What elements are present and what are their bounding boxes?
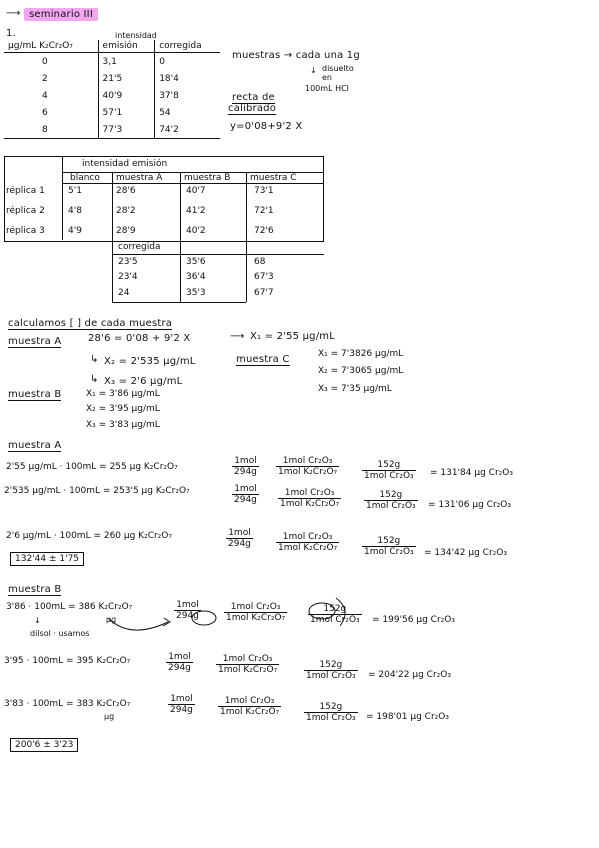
- table-cell: 3,1: [98, 53, 155, 71]
- fraction-mol-ratio: 1mol Cr₂O₃ 1mol K₂Cr₂O₇: [280, 488, 340, 509]
- table2-col-blanco: blanco: [70, 173, 100, 183]
- table-cell: 68: [254, 257, 266, 267]
- table-cell: 35'3: [186, 288, 206, 298]
- section-b-line3-result: = 198'01 μg Cr₂O₃: [366, 712, 449, 722]
- calc-muestra-b-x3: X₃ = 3'83 μg/mL: [86, 420, 160, 430]
- table2-header: intensidad emisión: [82, 159, 168, 169]
- recta-line2: calibrado: [228, 103, 277, 114]
- fraction-molar-mass: 1mol 294g: [168, 652, 191, 673]
- table-cell: 36'4: [186, 272, 206, 282]
- fraction-molar-mass: 1mol 294g: [228, 528, 251, 549]
- table2-corregida-label: corregida: [118, 242, 161, 252]
- fraction-molar-mass: 1mol 294g: [234, 484, 257, 505]
- fraction-molar-mass: 1mol 294g: [234, 456, 257, 477]
- table1-header-intensity: intensidad: [115, 31, 157, 40]
- fraction-mass: 152g 1mol Cr₂O₃: [364, 460, 414, 481]
- table-cell: 23'4: [118, 272, 138, 282]
- section-b-annot: dilsol · usamos: [30, 629, 90, 638]
- arrowhead-icon: [163, 618, 170, 626]
- table-cell: 0: [4, 53, 98, 71]
- table-cell: 28'6: [116, 186, 136, 196]
- table-cell: 0: [159, 56, 165, 67]
- section-number: 1.: [6, 28, 16, 39]
- section-a-line3-result: = 134'42 μg Cr₂O₃: [424, 548, 507, 558]
- table-cell: 18'4: [159, 73, 179, 84]
- fraction-mol-ratio: 1mol Cr₂O₃ 1mol K₂Cr₂O₇: [278, 456, 338, 477]
- fraction-molar-mass: 1mol 294g: [170, 694, 193, 715]
- table-cell: 4'9: [68, 226, 82, 236]
- section-b-line2-result: = 204'22 μg Cr₂O₃: [368, 670, 451, 680]
- arrow-right-icon: ↳: [90, 354, 99, 365]
- fraction-mass: 152g 1mol Cr₂O₃: [364, 536, 414, 557]
- table-cell: 77'3: [98, 121, 155, 139]
- muestras-note-line2: disuelto: [322, 64, 354, 73]
- table-cell: 4: [4, 87, 98, 104]
- calc-muestra-a-x2: X₂ = 2'535 μg/mL: [104, 356, 196, 367]
- table-cell: 67'3: [254, 272, 274, 282]
- section-a-line1-result: = 131'84 μg Cr₂O₃: [430, 468, 513, 478]
- table-cell: 8: [4, 121, 98, 139]
- table-cell: 28'9: [116, 226, 136, 236]
- table-cell: 67'7: [254, 288, 274, 298]
- calc-muestra-a-eq: 28'6 = 0'08 + 9'2 X: [88, 333, 191, 344]
- recta-equation: y=0'08+9'2 X: [230, 121, 303, 132]
- table-cell: 23'5: [118, 257, 138, 267]
- section-a-heading: muestra A: [8, 440, 62, 451]
- table2-row-label: réplica 3: [6, 226, 45, 236]
- page-title: seminario III: [24, 8, 98, 21]
- fraction-mass: 152g 1mol Cr₂O₃: [310, 604, 360, 625]
- table2-col-muestra-c: muestra C: [250, 173, 297, 183]
- calc-muestra-a-label: muestra A: [8, 336, 62, 347]
- table-cell: 4'8: [68, 206, 82, 216]
- fraction-mass: 152g 1mol Cr₂O₃: [366, 490, 416, 511]
- fraction-mol-ratio: 1mol Cr₂O₃ 1mol K₂Cr₂O₇: [220, 696, 280, 717]
- fraction-mol-ratio: 1mol Cr₂O₃ 1mol K₂Cr₂O₇: [218, 654, 278, 675]
- table-cell: 41'2: [186, 206, 206, 216]
- section-b-line2-left: 3'95 · 100mL = 395 K₂Cr₂O₇: [4, 656, 131, 666]
- table-cell: 28'2: [116, 206, 136, 216]
- table-cell: 40'7: [186, 186, 206, 196]
- calc-muestra-c-x2: X₂ = 7'3065 μg/mL: [318, 366, 404, 376]
- table2-col-muestra-a: muestra A: [116, 173, 163, 183]
- bracket-stroke-icon: [336, 598, 345, 626]
- muestras-note-line1: muestras → cada una 1g: [232, 50, 360, 61]
- table-cell: 2: [4, 70, 98, 87]
- calc-heading: calculamos [ ] de cada muestra: [8, 318, 173, 329]
- section-a-line2-result: = 131'06 μg Cr₂O₃: [428, 500, 511, 510]
- calc-muestra-c-x3: X₃ = 7'35 μg/mL: [318, 384, 392, 394]
- table-cell: 6: [4, 104, 98, 121]
- circled-294-icon: [192, 611, 216, 625]
- section-b-line3-left: 3'83 · 100mL = 383 K₂Cr₂O₇: [4, 699, 131, 709]
- table-cell: 72'6: [254, 226, 274, 236]
- fraction-mass: 152g 1mol Cr₂O₃: [306, 702, 356, 723]
- calc-muestra-b-label: muestra B: [8, 389, 62, 400]
- table2-row-label: réplica 1: [6, 186, 45, 196]
- section-a-line2-left: 2'535 μg/mL · 100mL = 253'5 μg K₂Cr₂O₇: [4, 486, 190, 496]
- table-cell: 54: [159, 107, 171, 118]
- section-a-line3-left: 2'6 μg/mL · 100mL = 260 μg K₂Cr₂O₇: [6, 531, 172, 541]
- muestras-note-line3: en: [322, 73, 332, 82]
- calc-muestra-c-x1: X₁ = 7'3826 μg/mL: [318, 349, 404, 359]
- calc-muestra-a-x1: X₁ = 2'55 μg/mL: [250, 331, 336, 342]
- section-b-line3-unit: μg: [104, 712, 115, 721]
- table-cell: 57'1: [98, 104, 155, 121]
- table-cell: 73'1: [254, 186, 274, 196]
- calc-muestra-c-label: muestra C: [236, 354, 290, 365]
- section-a-boxed-result: 132'44 ± 1'75: [10, 552, 84, 566]
- section-b-line1-result: = 199'56 μg Cr₂O₃: [372, 615, 455, 625]
- table1-col2: emisión: [98, 40, 155, 53]
- circled-152-icon: [309, 603, 335, 619]
- section-b-boxed-result: 200'6 ± 3'23: [10, 738, 78, 752]
- arrow-right-icon: ⟶: [230, 331, 245, 342]
- section-b-heading: muestra B: [8, 584, 62, 595]
- table-cell: 21'5: [98, 70, 155, 87]
- recta-line1: recta de: [232, 92, 275, 103]
- table-cell: 40'2: [186, 226, 206, 236]
- table-cell: 40'9: [98, 87, 155, 104]
- calc-muestra-a-x3: X₃ = 2'6 μg/mL: [104, 376, 183, 387]
- fraction-mol-ratio: 1mol Cr₂O₃ 1mol K₂Cr₂O₇: [226, 602, 286, 623]
- fraction-mass: 152g 1mol Cr₂O₃: [306, 660, 356, 681]
- fraction-mol-ratio: 1mol Cr₂O₃ 1mol K₂Cr₂O₇: [278, 532, 338, 553]
- table-cell: 72'1: [254, 206, 274, 216]
- down-arrow-icon: ↓: [34, 616, 41, 625]
- table1-col1: μg/mL K₂Cr₂O₇: [4, 40, 98, 53]
- section-b-line1-unit: μg: [106, 615, 117, 624]
- fraction-molar-mass: 1mol 294g: [176, 600, 199, 621]
- table-cell: 74'2: [159, 124, 179, 135]
- table2-col-muestra-b: muestra B: [184, 173, 231, 183]
- down-arrow-icon: ↓: [310, 66, 317, 75]
- table2-row-label: réplica 2: [6, 206, 45, 216]
- calc-muestra-b-x1: X₁ = 3'86 μg/mL: [86, 389, 160, 399]
- table-cell: 24: [118, 288, 130, 298]
- table-cell: 37'8: [159, 90, 179, 101]
- arrow-right-icon: ↳: [90, 374, 99, 385]
- page-title-arrow: ⟶: [6, 8, 21, 19]
- calc-muestra-b-x2: X₂ = 3'95 μg/mL: [86, 404, 160, 414]
- table-cell: 5'1: [68, 186, 82, 196]
- table1-col3: corregida: [159, 41, 202, 51]
- curved-arrow-icon: [108, 618, 168, 630]
- section-b-line1-left: 3'86 · 100mL = 386 K₂Cr₂O₇: [6, 602, 133, 612]
- table-cell: 35'6: [186, 257, 206, 267]
- section-a-line1-left: 2'55 μg/mL · 100mL = 255 μg K₂Cr₂O₇: [6, 462, 178, 472]
- muestras-note-line4: 100mL HCl: [305, 84, 349, 93]
